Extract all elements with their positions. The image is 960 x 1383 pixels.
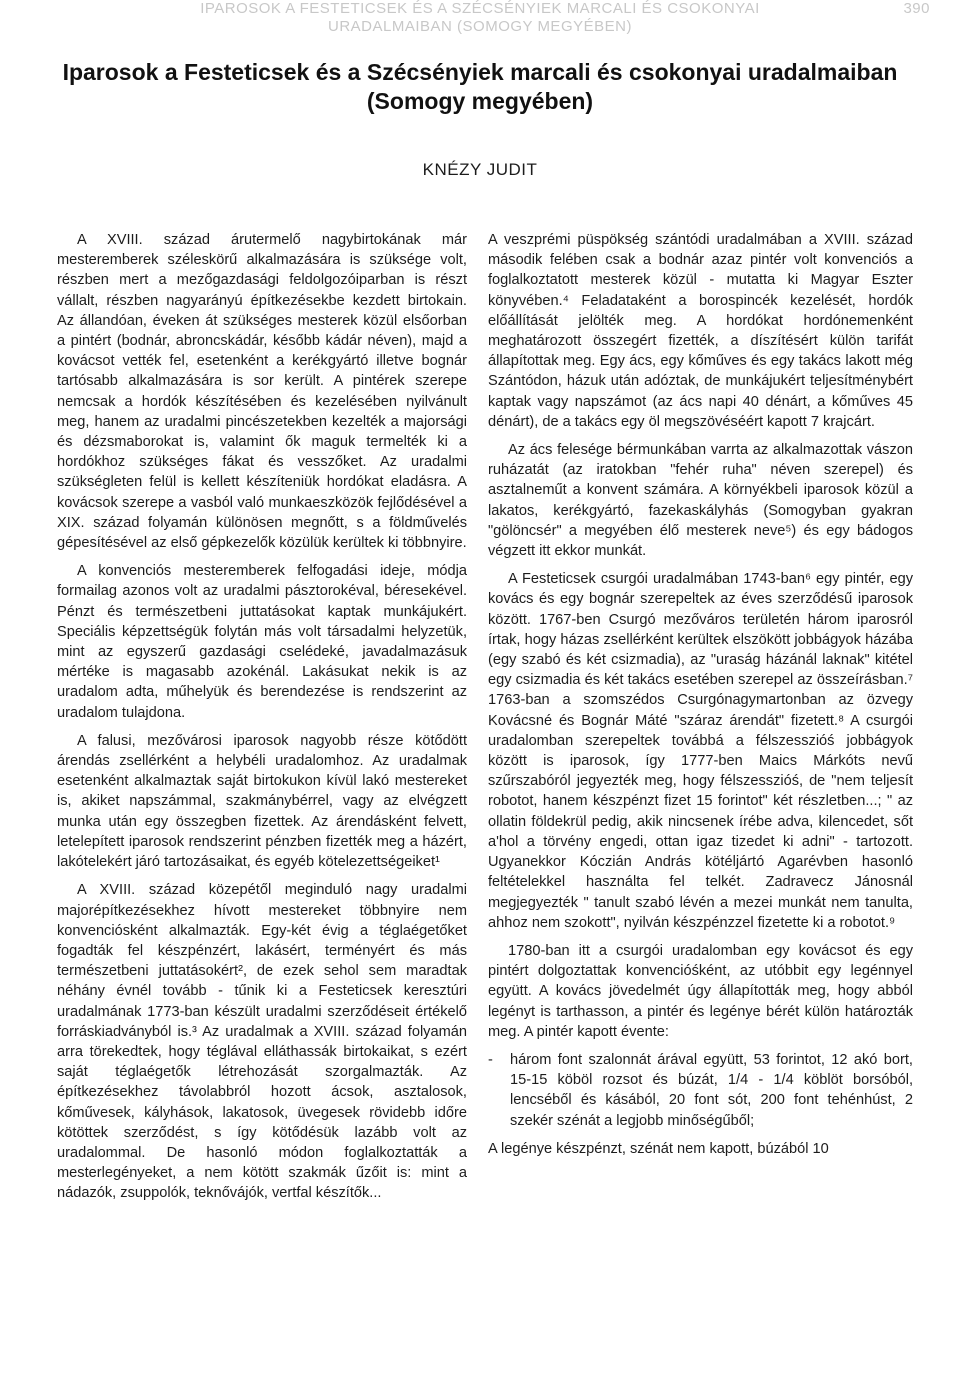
author-name: KNÉZY JUDIT xyxy=(422,160,538,179)
paragraph: A XVIII. század árutermelő nagybirtokának már mesteremberek széleskörű alkalmazására is szüksége volt, részben mert a mezőgazdasági feldolgozóiparban is részt vállalt, részben nagyarányú építkezésekbe kezdett birtokain. Az állandóan, éveken át szükséges mesterek közül elsőorban a pintért (bodnár, abroncskádár, később kádár néven), majd a kovácsot vették fel, esetenként a kerékgyártó illetve bognár tartósabb alkalmazására is sor került. A pintérek szerepe nemcsak a hordók készítésében és kezelésében nyilvánult meg, hanem az uradalmi pincészetekben kezelték a majorsági és dézsmaborokat is, valamint ők maguk termelték ki a hordókhoz szükséges fákat és vesszőket. Az uradalmi szükségleten felül is kellett készíteniük hordókat eladásra. A kovácsok szerepe a vasból való munkaeszközök fejlődésével a XIX. század folyamán különösen megnőtt, s a földművelés gépesítésével az első gépkezelők közülük kerültek ki többnyire. xyxy=(57,232,467,552)
dash-list-item xyxy=(488,1050,913,1131)
paragraph: Az ács felesége bérmunkában varrta az alkalmazottak vászon ruházatát (az iratokban "fehér ruha" néven szerepel) és asztalneműt a konvent számára. A környékbeli iparosok közül a lakatos, kerékgyártó, fazekaskályhás (Somogyban gyakran "gölöncsér" a megyében élő mesterek neve⁵) és egy bádogos végzett itt ekkor munkát. xyxy=(488,442,913,560)
dash-marker: - xyxy=(488,1051,493,1068)
dash-item-text: három font szalonnát árával együtt, 53 forintot, 12 akó bort, 15-15 köböl rozsot és búzát, 1/4 - 1/4 köblöt borsóból, lencséből és kásából, 20 font sót, 200 font tehénhúst, 2 szekér szénát a legjobb minőségűből; xyxy=(510,1051,913,1129)
paragraph: A legénye készpénzt, szénát nem kapott, búzából 10 xyxy=(488,1140,829,1157)
right-column xyxy=(488,230,913,1161)
paragraph: A veszprémi püspökség szántódi uradalmában a XVIII. század második felében csak a bodnár azaz pintér volt konvenciós a foglalkoztatott mesterek közül - mutatta ki Magyar Eszter könyvében.⁴ Feladataként a borospincék kezelését, hordók előállítását jelölték meg. A hordókat hordónemenként meghatározott összegért fizették, a díszítésért külön tarifát állapítottak meg. Egy ács, egy kőműves és egy takács lakott még Szántódon, házuk után adóztak, de munkájukért teljesítménybért kaptak vagy napszámot (az ács napi 40 dénárt, a kőműves 45 dénárt), de a takács egy öl megszövéséért kapott 7 krajcárt. xyxy=(488,232,913,430)
running-title-line-2: URADALMAIBAN (SOMOGY MEGYÉBEN) xyxy=(328,18,632,35)
paragraph: A falusi, mezővárosi iparosok nagyobb része kötődött árendás zsellérként a helybéli uradalomhoz. Az uradalmak esetenként alkalmaztak saját birtokukon kívül lakó mestereket is, akiket napszámmal, szakmánybérrel, vagy az elvégzett munka után egy összegben fizettek. Az árendásként felvett, letelepített iparosok rendszerint pénzben fizették meg a házért, lakótelekért járó tartozásaikat, és egyéb kötelezettségeiket¹ xyxy=(57,732,467,871)
running-header xyxy=(0,0,960,44)
paragraph: A konvenciós mesteremberek felfogadási ideje, módja formailag azonos volt az uradalmi pásztorokéval, béresekével. Pénzt és természetbeni juttatásokat kaptak munkájukért. Speciális képzettségük folytán más volt társadalmi helyzetük, mint az egyszerű gazdasági cselédeké, javadalmazásuk mértéke is magasabb azokénál. Lakásukat nekik is az uradalom adta, műhelyük és berendezése is rendszerint az uradalom tulajdona. xyxy=(57,563,467,721)
title-line-1: Iparosok a Festeticsek és a Szécsényiek marcali és csokonyai uradalmaiban xyxy=(62,59,898,85)
left-column xyxy=(57,230,467,1206)
paragraph: A Festeticsek csurgói uradalmában 1743-ban⁶ egy pintér, egy kovács és egy bognár szerepeltek az éves szerződésű iparosok között. 1767-ben Csurgó mezőváros területén három iparosról írtak, hogy házas zsellérként kerültek elszökött jobbágyok házába (egy szabó és két csizmadia), az "uraság házánál laknak" kitétel egy csizmadia és két takács esetében szerepel az összeírásban.⁷ 1763-ban a szomszédos Csurgónagymartonban az özvegy Kovácsné és Bognár Máté "száraz árendát" fizetett.⁸ A csurgói uradalomban szerepeltek továbbá a félszesszióś jobbágyok között is iparosok, így 1777-ben Maics Márkóts nevű szűrszabóról jegyezték meg, hogy félszesszióś, de "nem teljesít robotot, hanem készpénzt fizet 15 forintot" két részletben...; " az ollatin földekrül pedig, akik nincsenek írébe adva, kilencedet, sőt a'hol a törvény engedi, ottan igaz tizedet ki adni" - tartozott. Ugyanekkor Kóczián András kötéljártó Agarévben hasonló feltételekkel használta fel telkét. Zadravecz Jánosnál megjegyezték " tanult szabó lévén a mezei munkát nem tanulta, ahhoz nem szokott", nyilván készpénzzel fizetette ki a robotot.⁹ xyxy=(488,571,913,931)
title-line-2: (Somogy megyében) xyxy=(366,88,594,114)
page-number: 390 xyxy=(903,0,930,17)
paragraph: 1780-ban itt a csurgói uradalomban egy kovácsot és egy pintért dolgoztattak konvencióśként, az utóbbit egy legénnyel együtt. A kovács jövedelmét úgy állapították meg, hogy abból legényt is tarthasson, a pintér és legénye bérét külön határozták meg. A pintér kapott évente: xyxy=(488,942,913,1040)
running-title-line-1: IPAROSOK A FESTETICSEK ÉS A SZÉCSÉNYIEK MARCALI ÉS CSOKONYAI xyxy=(200,0,760,17)
article-title xyxy=(40,58,920,116)
paragraph: A XVIII. század közepétől meginduló nagy uradalmi majorépítkezésekhez hívott mestereket többnyire nem konvenciósként alkalmazták. Egy-két évig a téglaégetőket fogadták fel készpénzért, lakásért, terményért és más természetbeni juttatásokért², de ezek sehol sem maradtak néhány évnél tovább - tűnik ki a Festeticsek keresztúri uradalmának 1773-ban készült uradalmi szerződéseit értékelő forráskiadványból is.³ Az uradalmak a XVIII. század folyamán arra törekedtek, hogy téglával elláthassák birtokaikat, s ezért saját téglaégetők létrehozását szorgalmazták. Az építkezésekhez távolabbról hozott ácsok, asztalosok, kőművesek, kályhások, lakatosok, üvegesek rövidebb időre kötöttek szerződést, s így kötődésük lazább volt az uradalommal. De hasonló módon foglalkoztatták a mesterlegényeket, a nem kötött szakmák űzőit is: mint a nádazók, zsuppolók, teknővájók, vertfal készítők... xyxy=(57,882,467,1202)
